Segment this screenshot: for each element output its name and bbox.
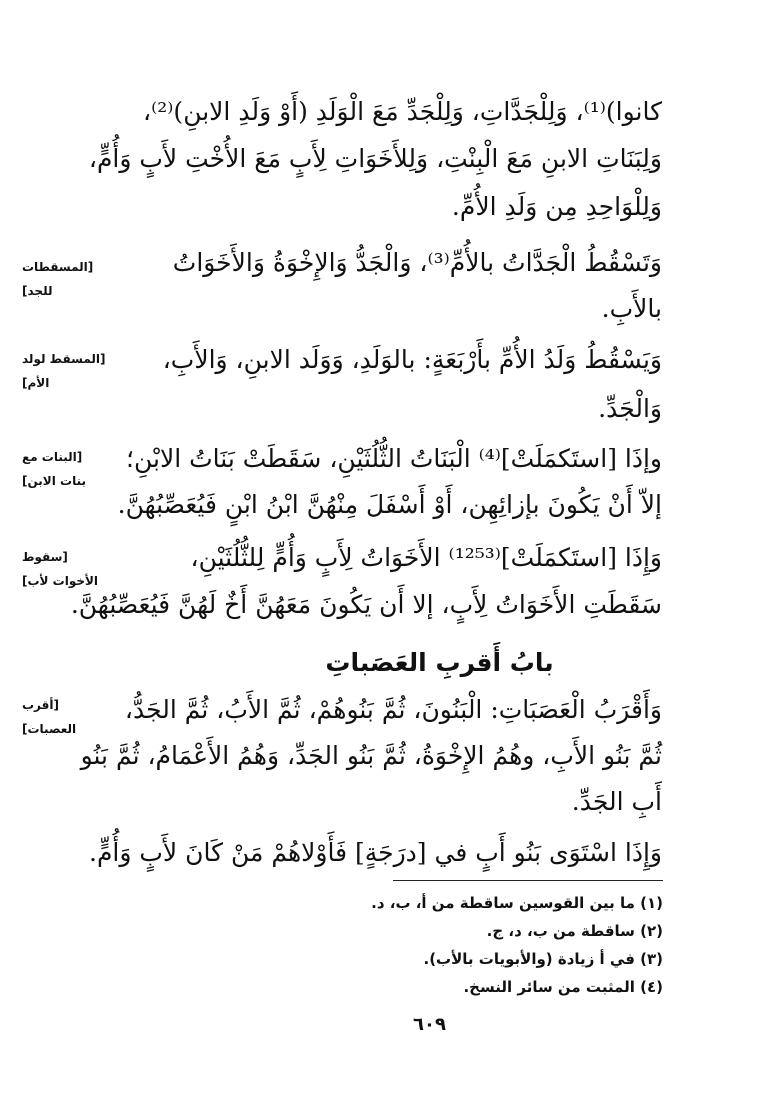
text-line: وَتَسْقُطُ الْجَدَّاتُ بالأُمِّ⁽³⁾، وَالْجَدُّ وَالإِخْوَةُ وَالأَخَوَاتُ: [172, 248, 662, 277]
page-number: ٦٠٩: [413, 1014, 446, 1035]
text-line: ثُمَّ بَنُو الأَبِ، وهُمُ الإِخْوَةُ، ثُمَّ بَنُو الجَدِّ، وَهُمُ الأَعْمَامُ، ثُمَّ بَنُو: [80, 741, 662, 770]
text-line: وَلِلْوَاحِدِ مِن وَلَدِ الأُمِّ.: [451, 192, 662, 221]
footnote: (١) ما بين القوسين ساقطة من أ، ب، د.: [371, 894, 663, 912]
margin-note-asabat: [أقرب العصبات]: [22, 698, 77, 736]
footnote: (٢) ساقطة من ب، د، ج.: [486, 922, 663, 940]
text-line: بالأَبِ.: [601, 294, 662, 323]
margin-note-grandfather: [المسقطات للجد]: [22, 260, 94, 298]
footnote: (٣) في أ زيادة (والأبويات بالأب).: [423, 950, 663, 968]
text-line: كانوا)⁽¹⁾، وَلِلْجَدَّاتِ، وَلِلْجَدِّ مَعَ الْوَلَدِ (أَوْ وَلَدِ الابنِ)⁽²⁾،: [143, 97, 662, 126]
text-line: أَبِ الجَدِّ.: [571, 787, 662, 816]
text-line: وَأَقْرَبُ الْعَصَبَاتِ: الْبَنُونَ، ثُمَّ بَنُوهُمْ، ثُمَّ الأَبُ، ثُمَّ الجَدُّ،: [124, 695, 662, 724]
footnote-divider: [393, 880, 663, 881]
margin-note-daughters: [البنات مع بنات الابن]: [22, 450, 86, 488]
footnote: (٤) المثبت من سائر النسخ.: [463, 978, 663, 996]
text-line: سَقَطَتِ الأَخَوَاتُ لِأَبٍ، إلا أَن يَكُونَ مَعَهُنَّ أَخٌ لَهُنَّ فَيُعَصِّبُهُنَّ.: [70, 590, 662, 619]
text-line: وإذَا [استَكمَلَتْ]⁽⁴⁾ الْبَنَاتُ الثُّلُثَيْنِ، سَقَطَتْ بَنَاتُ الابْنِ؛: [126, 444, 662, 473]
text-line: وَإِذَا اسْتَوَى بَنُو أَبٍ في [درَجَةٍ] فَأَوْلاهُمْ مَنْ كَانَ لأَبٍ وَأُمٍّ.: [89, 838, 662, 867]
text-line: وَالْجَدِّ.: [598, 394, 662, 423]
section-heading: بابُ أَقربِ العَصَباتِ: [325, 648, 554, 677]
text-line: وَلِبَنَاتِ الابنِ مَعَ الْبِنْتِ، وَلِلأَخَوَاتِ لِأَبٍ مَعَ الأُخْتِ لأَبٍ وَأُمٍّ،: [88, 144, 662, 173]
margin-note-mother-child: [المسقط لولد الأم]: [22, 352, 106, 390]
text-line: وَيَسْقُطُ وَلَدُ الأُمِّ بأَرْبَعَةٍ: بالوَلَدِ، وَوَلَد الابنِ، وَالأَبِ،: [162, 345, 662, 374]
margin-note-sisters: [سقوط الأخوات لأب]: [22, 550, 99, 588]
text-line: إلاّ أَنْ يَكُونَ بإزائِهِن، أَوْ أَسْفَلَ مِنْهُنَّ ابْنُ ابْنٍ فَيُعَصِّبُهُنَّ.: [117, 490, 662, 519]
text-line: وَإِذَا [استَكمَلَتْ]⁽¹²⁵³⁾ الأَخَوَاتُ لِأَبٍ وَأُمٍّ لِلثُّلُثَيْنِ،: [190, 543, 662, 572]
